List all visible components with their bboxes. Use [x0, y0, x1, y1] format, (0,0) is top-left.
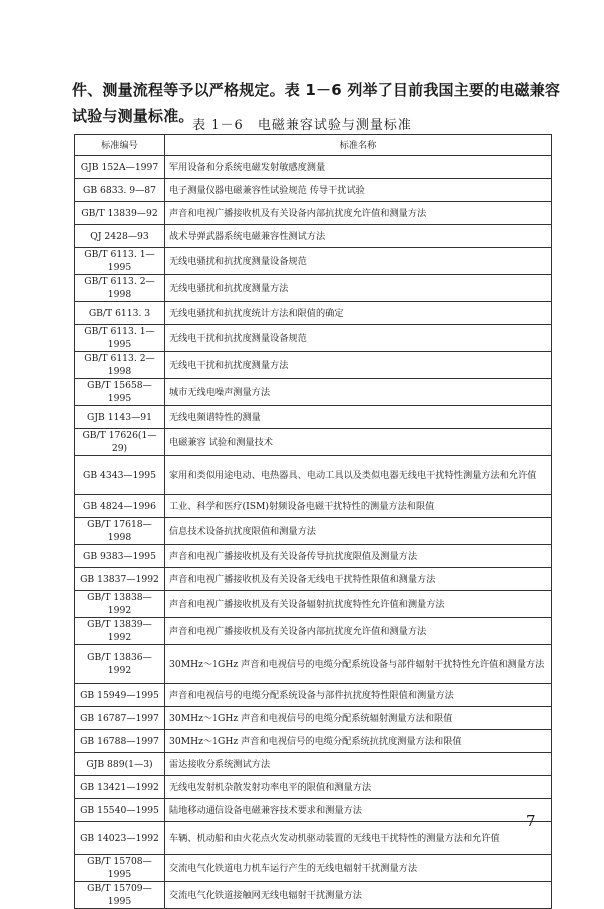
standard-code: GB 16787—1997 [75, 707, 165, 730]
standard-name: 雷达接收分系统测试方法 [165, 753, 552, 776]
standard-code: GB 13837—1992 [75, 568, 165, 591]
standard-name: 无线电骚扰和抗扰度测量方法 [165, 275, 552, 302]
standard-code: GB 14023—1992 [75, 822, 165, 855]
standard-name: 30MHz～1GHz 声音和电视信号的电缆分配系统抗扰度测量方法和限值 [165, 730, 552, 753]
standard-name: 声音和电视广播接收机及有关设备无线电干扰特性限值和测量方法 [165, 568, 552, 591]
standard-name: 声音和电视广播接收机及有关设备内部抗扰度允许值和测量方法 [165, 618, 552, 645]
standard-code: GB 13421—1992 [75, 776, 165, 799]
table-row [75, 325, 552, 352]
table-row [75, 822, 552, 855]
standard-code: GB/T 15709—1995 [75, 882, 165, 909]
standard-code: GB/T 13838—1992 [75, 591, 165, 618]
standard-code: GB/T 13839—1992 [75, 618, 165, 645]
standard-code: GB/T 6113. 1—1995 [75, 248, 165, 275]
standard-code: GB/T 6113. 2—1998 [75, 352, 165, 379]
standard-name: 无线电干扰和抗扰度测量方法 [165, 352, 552, 379]
standard-name: 无线电干扰和抗扰度测量设备规范 [165, 325, 552, 352]
standard-name: 陆地移动通信设备电磁兼容技术要求和测量方法 [165, 799, 552, 822]
standard-name: 电子测量仪器电磁兼容性试验规范 传导干扰试验 [165, 179, 552, 202]
standard-name: 无线电频谱特性的测量 [165, 406, 552, 429]
table-row [75, 456, 552, 495]
standard-code: GB/T 15658—1995 [75, 379, 165, 406]
standard-code: GB 15949—1995 [75, 684, 165, 707]
standard-code: GJB 889(1—3) [75, 753, 165, 776]
table-row [75, 645, 552, 684]
table-row [75, 776, 552, 799]
table-row [75, 352, 552, 379]
standard-name: 交流电气化铁道接触网无线电辐射干扰测量方法 [165, 882, 552, 909]
table-row [75, 684, 552, 707]
standard-name: 军用设备和分系统电磁发射敏感度测量 [165, 156, 552, 179]
standard-code: GB 4343—1995 [75, 456, 165, 495]
table-row [75, 855, 552, 882]
table-row [75, 275, 552, 302]
standard-name: 城市无线电噪声测量方法 [165, 379, 552, 406]
table-row [75, 179, 552, 202]
table-row [75, 730, 552, 753]
page-number: 7 [526, 812, 536, 830]
standard-code: GB/T 13836—1992 [75, 645, 165, 684]
table-row [75, 156, 552, 179]
standard-name: 车辆、机动船和由火花点火发动机驱动装置的无线电干扰特性的测量方法和允许值 [165, 822, 552, 855]
table-row [75, 495, 552, 518]
standard-code: GJB 152A—1997 [75, 156, 165, 179]
standard-code: GB/T 6113. 1—1995 [75, 325, 165, 352]
standard-code: GB 4824—1996 [75, 495, 165, 518]
table-header-row [75, 135, 552, 156]
table-caption: 表 1－6 电磁兼容试验与测量标准 [192, 118, 412, 133]
standard-name: 声音和电视信号的电缆分配系统设备与部件抗扰度特性限值和测量方法 [165, 684, 552, 707]
standard-name: 家用和类似用途电动、电热器具、电动工具以及类似电器无线电干扰特性测量方法和允许值 [165, 456, 552, 495]
standard-code: GB 6833. 9—87 [75, 179, 165, 202]
standard-code: GB 9383—1995 [75, 545, 165, 568]
table-row [75, 799, 552, 822]
standard-code: GB/T 15708—1995 [75, 855, 165, 882]
table-row [75, 753, 552, 776]
intro-paragraph: 件、测量流程等予以严格规定。表 1－6 列举了目前我国主要的电磁兼容试验与测量标准。 [72, 81, 561, 125]
table-row [75, 302, 552, 325]
standard-name: 声音和电视广播接收机及有关设备辐射抗扰度特性允许值和测量方法 [165, 591, 552, 618]
header-standard-code: 标准编号 [75, 135, 165, 156]
table-row [75, 202, 552, 225]
standard-name: 无线电骚扰和抗扰度统计方法和限值的确定 [165, 302, 552, 325]
standard-code: GB/T 6113. 3 [75, 302, 165, 325]
standard-code: GB/T 17626(1—29) [75, 429, 165, 456]
standard-name: 电磁兼容 试验和测量技术 [165, 429, 552, 456]
table-row [75, 707, 552, 730]
table-row [75, 568, 552, 591]
table-row [75, 882, 552, 909]
standard-code: GB 16788—1997 [75, 730, 165, 753]
table-row [75, 429, 552, 456]
table-row [75, 518, 552, 545]
header-standard-name: 标准名称 [165, 135, 552, 156]
standard-name: 无线电骚扰和抗扰度测量设备规范 [165, 248, 552, 275]
table-row [75, 406, 552, 429]
standard-name: 工业、科学和医疗(ISM)射频设备电磁干扰特性的测量方法和限值 [165, 495, 552, 518]
table-row [75, 545, 552, 568]
standard-code: GB/T 6113. 2—1998 [75, 275, 165, 302]
standard-name: 交流电气化铁道电力机车运行产生的无线电辐射干扰测量方法 [165, 855, 552, 882]
table-row [75, 248, 552, 275]
standard-name: 声音和电视广播接收机及有关设备传导抗扰度限值及测量方法 [165, 545, 552, 568]
table-row [75, 225, 552, 248]
standard-name: 信息技术设备抗扰度限值和测量方法 [165, 518, 552, 545]
standard-name: 声音和电视广播接收机及有关设备内部抗扰度允许值和测量方法 [165, 202, 552, 225]
standard-code: GB 15540—1995 [75, 799, 165, 822]
standard-name: 30MHz～1GHz 声音和电视信号的电缆分配系统设备与部件辐射干扰特性允许值和测量方法 [165, 645, 552, 684]
table-row [75, 379, 552, 406]
standard-code: GB/T 13839—92 [75, 202, 165, 225]
standards-table [74, 134, 552, 909]
standard-code: GJB 1143—91 [75, 406, 165, 429]
standard-name: 无线电发射机杂散发射功率电平的限值和测量方法 [165, 776, 552, 799]
standard-name: 战术导弹武器系统电磁兼容性测试方法 [165, 225, 552, 248]
table-row [75, 591, 552, 618]
standard-code: QJ 2428—93 [75, 225, 165, 248]
standard-name: 30MHz～1GHz 声音和电视信号的电缆分配系统辐射测量方法和限值 [165, 707, 552, 730]
standard-code: GB/T 17618—1998 [75, 518, 165, 545]
table-row [75, 618, 552, 645]
